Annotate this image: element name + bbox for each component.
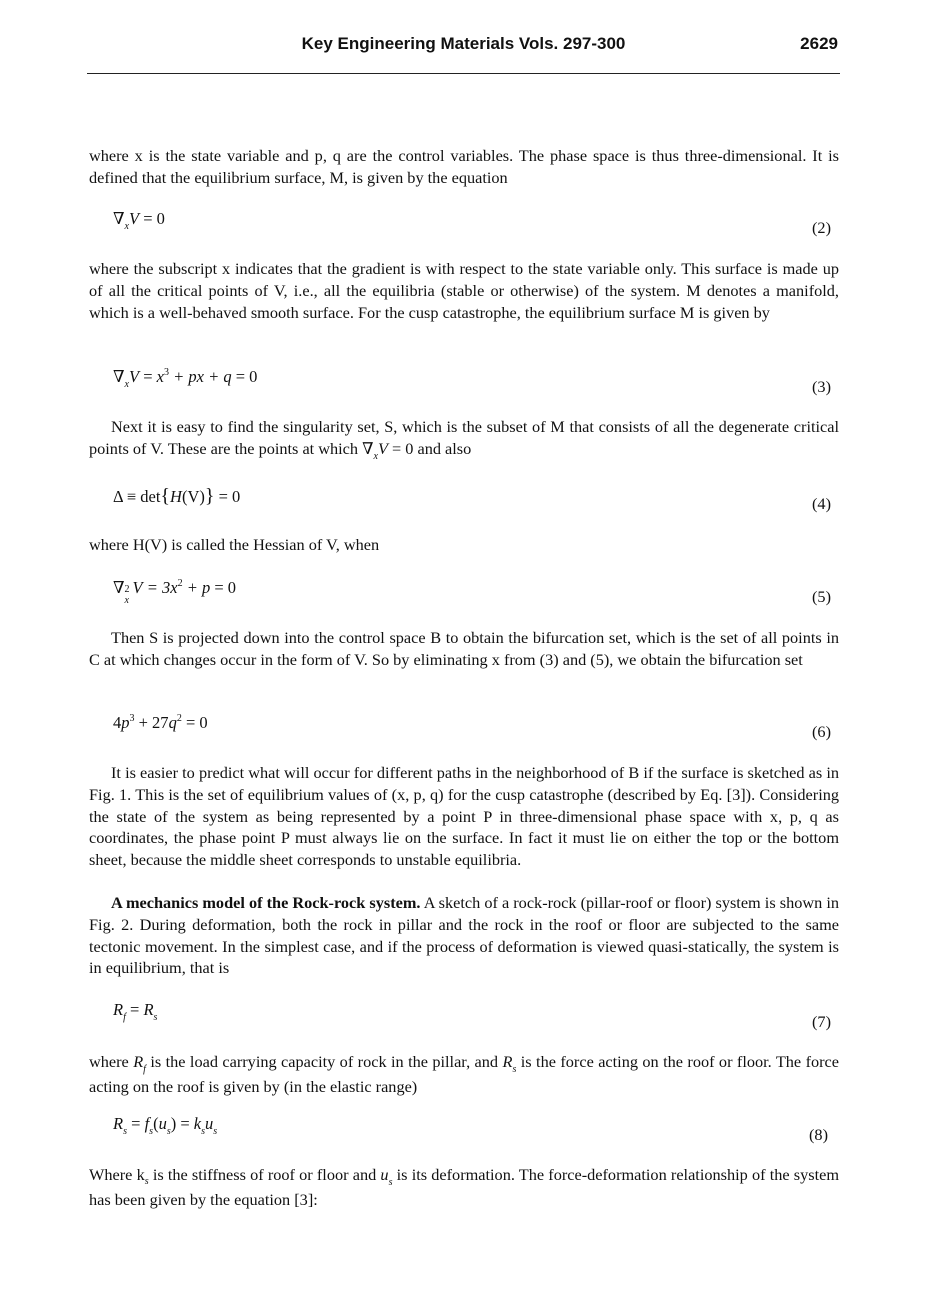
equation-number-8: (8): [809, 1125, 828, 1144]
equation-number-3: (3): [812, 377, 831, 396]
equation-number-6: (6): [812, 722, 831, 741]
section-title-mechanics-model: A mechanics model of the Rock-rock system.: [111, 893, 421, 912]
paragraph-load-capacity: where $R_f$ is the load carrying capacity of rock in the pillar, and $R_s$ is the force acting on the roof or floor. The force acting on the roof is given by (in the elastic range): [89, 1052, 840, 1096]
equation-7: $R_f = R_s$: [113, 1000, 158, 1023]
journal-title: Key Engineering Materials Vols. 297-300: [301, 34, 626, 53]
equation-number-2: (2): [812, 218, 831, 237]
page-number: 2629: [800, 34, 838, 53]
paragraph-singularity-set: Next it is easy to find the singularity set, S, which is the subset of M that consists of all the degenerate critical points of V. These are the points at which $\nabla_xV = 0$ and also: [89, 417, 839, 462]
equation-6: $4p^3 + 27q^2 = 0$: [113, 713, 208, 732]
equation-8: $R_s = f_s(u_s) = k_su_s$: [113, 1114, 218, 1137]
equation-2: $\nabla_xV = 0$: [113, 209, 165, 232]
equation-number-7: (7): [812, 1012, 831, 1031]
inline-equation: $\nabla_xV = 0$: [362, 438, 414, 462]
paragraph-state-variable: where x is the state variable and p, q are the control variables. The phase space is thus three-dimensional. It is defined that the equilibrium surface, M, is given by the equation: [89, 146, 839, 187]
equation-number-4: (4): [812, 494, 831, 513]
paragraph-bifurcation: Then S is projected down into the control space B to obtain the bifurcation set, which is the set of all points in C at which changes occur in the form of V. So by eliminating x from (3) and (5), we obtain the bifurcation set: [89, 628, 839, 669]
header-rule: [87, 73, 840, 74]
equation-4: Δ ≡ det{H(V)} = 0: [113, 485, 241, 507]
paragraph-cusp-surface: It is easier to predict what will occur for different paths in the neighborhood of B if the surface is sketched as in Fig. 1. This is the set of equilibrium values of (x, p, q) for the cusp catastrophe (described by Eq. [3]). Considering the state of the system as being represented by a point P in three-dimensional phase space with x, p, q as coordinates, the phase point P must always lie on the surface. In fact it must lie on either the top or the bottom sheet, because the middle sheet corresponds to unstable equilibria.: [89, 763, 839, 870]
paragraph-subscript: where the subscript x indicates that the gradient is with respect to the state variable only. This surface is made up of all the critical points of V, i.e., all the equilibria (stable or otherwise) of the system. M denotes a manifold, which is a well-behaved smooth surface. For the cusp catastrophe, the equilibrium surface M is given by: [89, 259, 839, 322]
equation-3: $\nabla_xV = x^3$ + px + q = 0: [113, 367, 258, 390]
equation-number-5: (5): [812, 587, 831, 606]
paragraph-mechanics-model: A mechanics model of the Rock-rock system. A sketch of a rock-rock (pillar-roof or floor) system is shown in Fig. 2. During deformation, both the rock in pillar and the rock in the roof or floor are subjected to the same tectonic movement. In the simplest case, and if the process of deformation is viewed quasi-statically, the system is in equilibrium, that is: [89, 893, 839, 978]
paragraph-stiffness: Where $k_s$ is the stiffness of roof or floor and $u_s$ is its deformation. The force-deformation relationship of the system has been given by the equation [3]:: [89, 1165, 839, 1209]
running-header: [87, 34, 840, 74]
equation-5: ∇ 2 x $V = 3x^2 + p = 0$: [113, 578, 237, 606]
paragraph-hessian: where H(V) is called the Hessian of V, when: [89, 535, 380, 554]
